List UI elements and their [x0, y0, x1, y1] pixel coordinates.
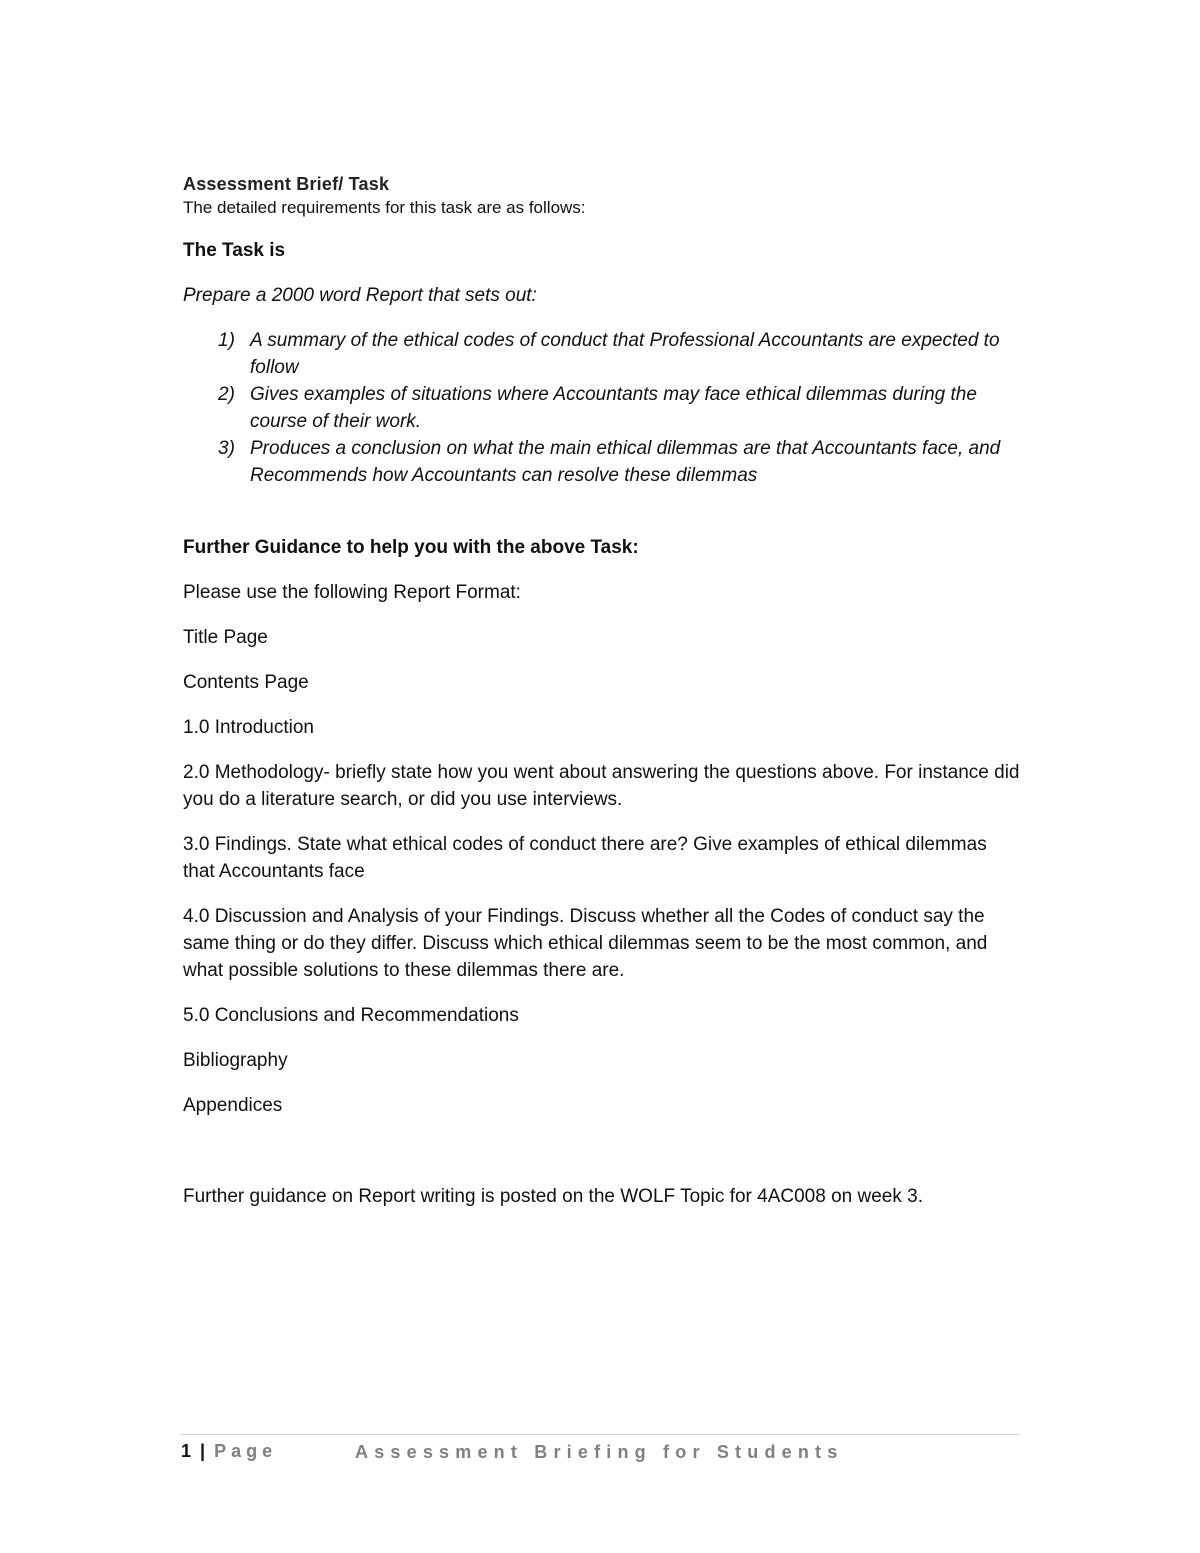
document-body: [183, 172, 1023, 1210]
task-item-text: Produces a conclusion on what the main ethical dilemmas are that Accountants face, and Recommends how Accountants can resolve these dilemmas: [250, 438, 1001, 486]
format-item-methodology: 2.0 Methodology- briefly state how you went about answering the questions above. For instance did you do a literature search, or did you use interviews.: [183, 762, 1020, 810]
format-intro: Please use the following Report Format:: [183, 582, 521, 603]
footer-page-word: Page: [214, 1441, 278, 1461]
task-list: [183, 327, 1023, 489]
footer-document-title: Assessment Briefing for Students: [355, 1442, 844, 1462]
task-item: [183, 381, 1023, 435]
format-item-contents-page: Contents Page: [183, 672, 309, 693]
task-lead: Prepare a 2000 word Report that sets out:: [183, 285, 537, 306]
brief-heading: Assessment Brief/ Task: [183, 174, 390, 194]
footer-page-number: 1: [181, 1441, 192, 1461]
task-item-number: 2): [218, 384, 235, 405]
page-footer: [181, 1434, 1019, 1463]
format-item-bibliography: Bibliography: [183, 1050, 288, 1071]
footer-separator: |: [200, 1441, 206, 1461]
guidance-heading: Further Guidance to help you with the above Task:: [183, 537, 639, 558]
task-item-text: A summary of the ethical codes of conduct that Professional Accountants are expected to follow: [250, 330, 1000, 378]
task-item: [183, 327, 1023, 381]
task-item-number: 3): [218, 438, 235, 459]
task-item-text: Gives examples of situations where Accountants may face ethical dilemmas during the course of their work.: [250, 384, 977, 432]
format-item-findings: 3.0 Findings. State what ethical codes of conduct there are? Give examples of ethical dilemmas that Accountants face: [183, 834, 987, 882]
closing-note: Further guidance on Report writing is posted on the WOLF Topic for 4AC008 on week 3.: [183, 1186, 923, 1207]
brief-intro: The detailed requirements for this task are as follows:: [183, 198, 586, 217]
format-item-discussion: 4.0 Discussion and Analysis of your Findings. Discuss whether all the Codes of conduct say the same thing or do they differ. Discuss which ethical dilemmas seem to be the most common, and what possible solutions to these dilemmas there are.: [183, 906, 988, 981]
format-item-appendices: Appendices: [183, 1095, 283, 1116]
format-item-title-page: Title Page: [183, 627, 268, 648]
task-heading: The Task is: [183, 240, 286, 261]
task-item: [183, 435, 1023, 489]
format-item-introduction: 1.0 Introduction: [183, 717, 314, 738]
format-item-conclusions: 5.0 Conclusions and Recommendations: [183, 1005, 519, 1026]
task-item-number: 1): [218, 330, 235, 351]
